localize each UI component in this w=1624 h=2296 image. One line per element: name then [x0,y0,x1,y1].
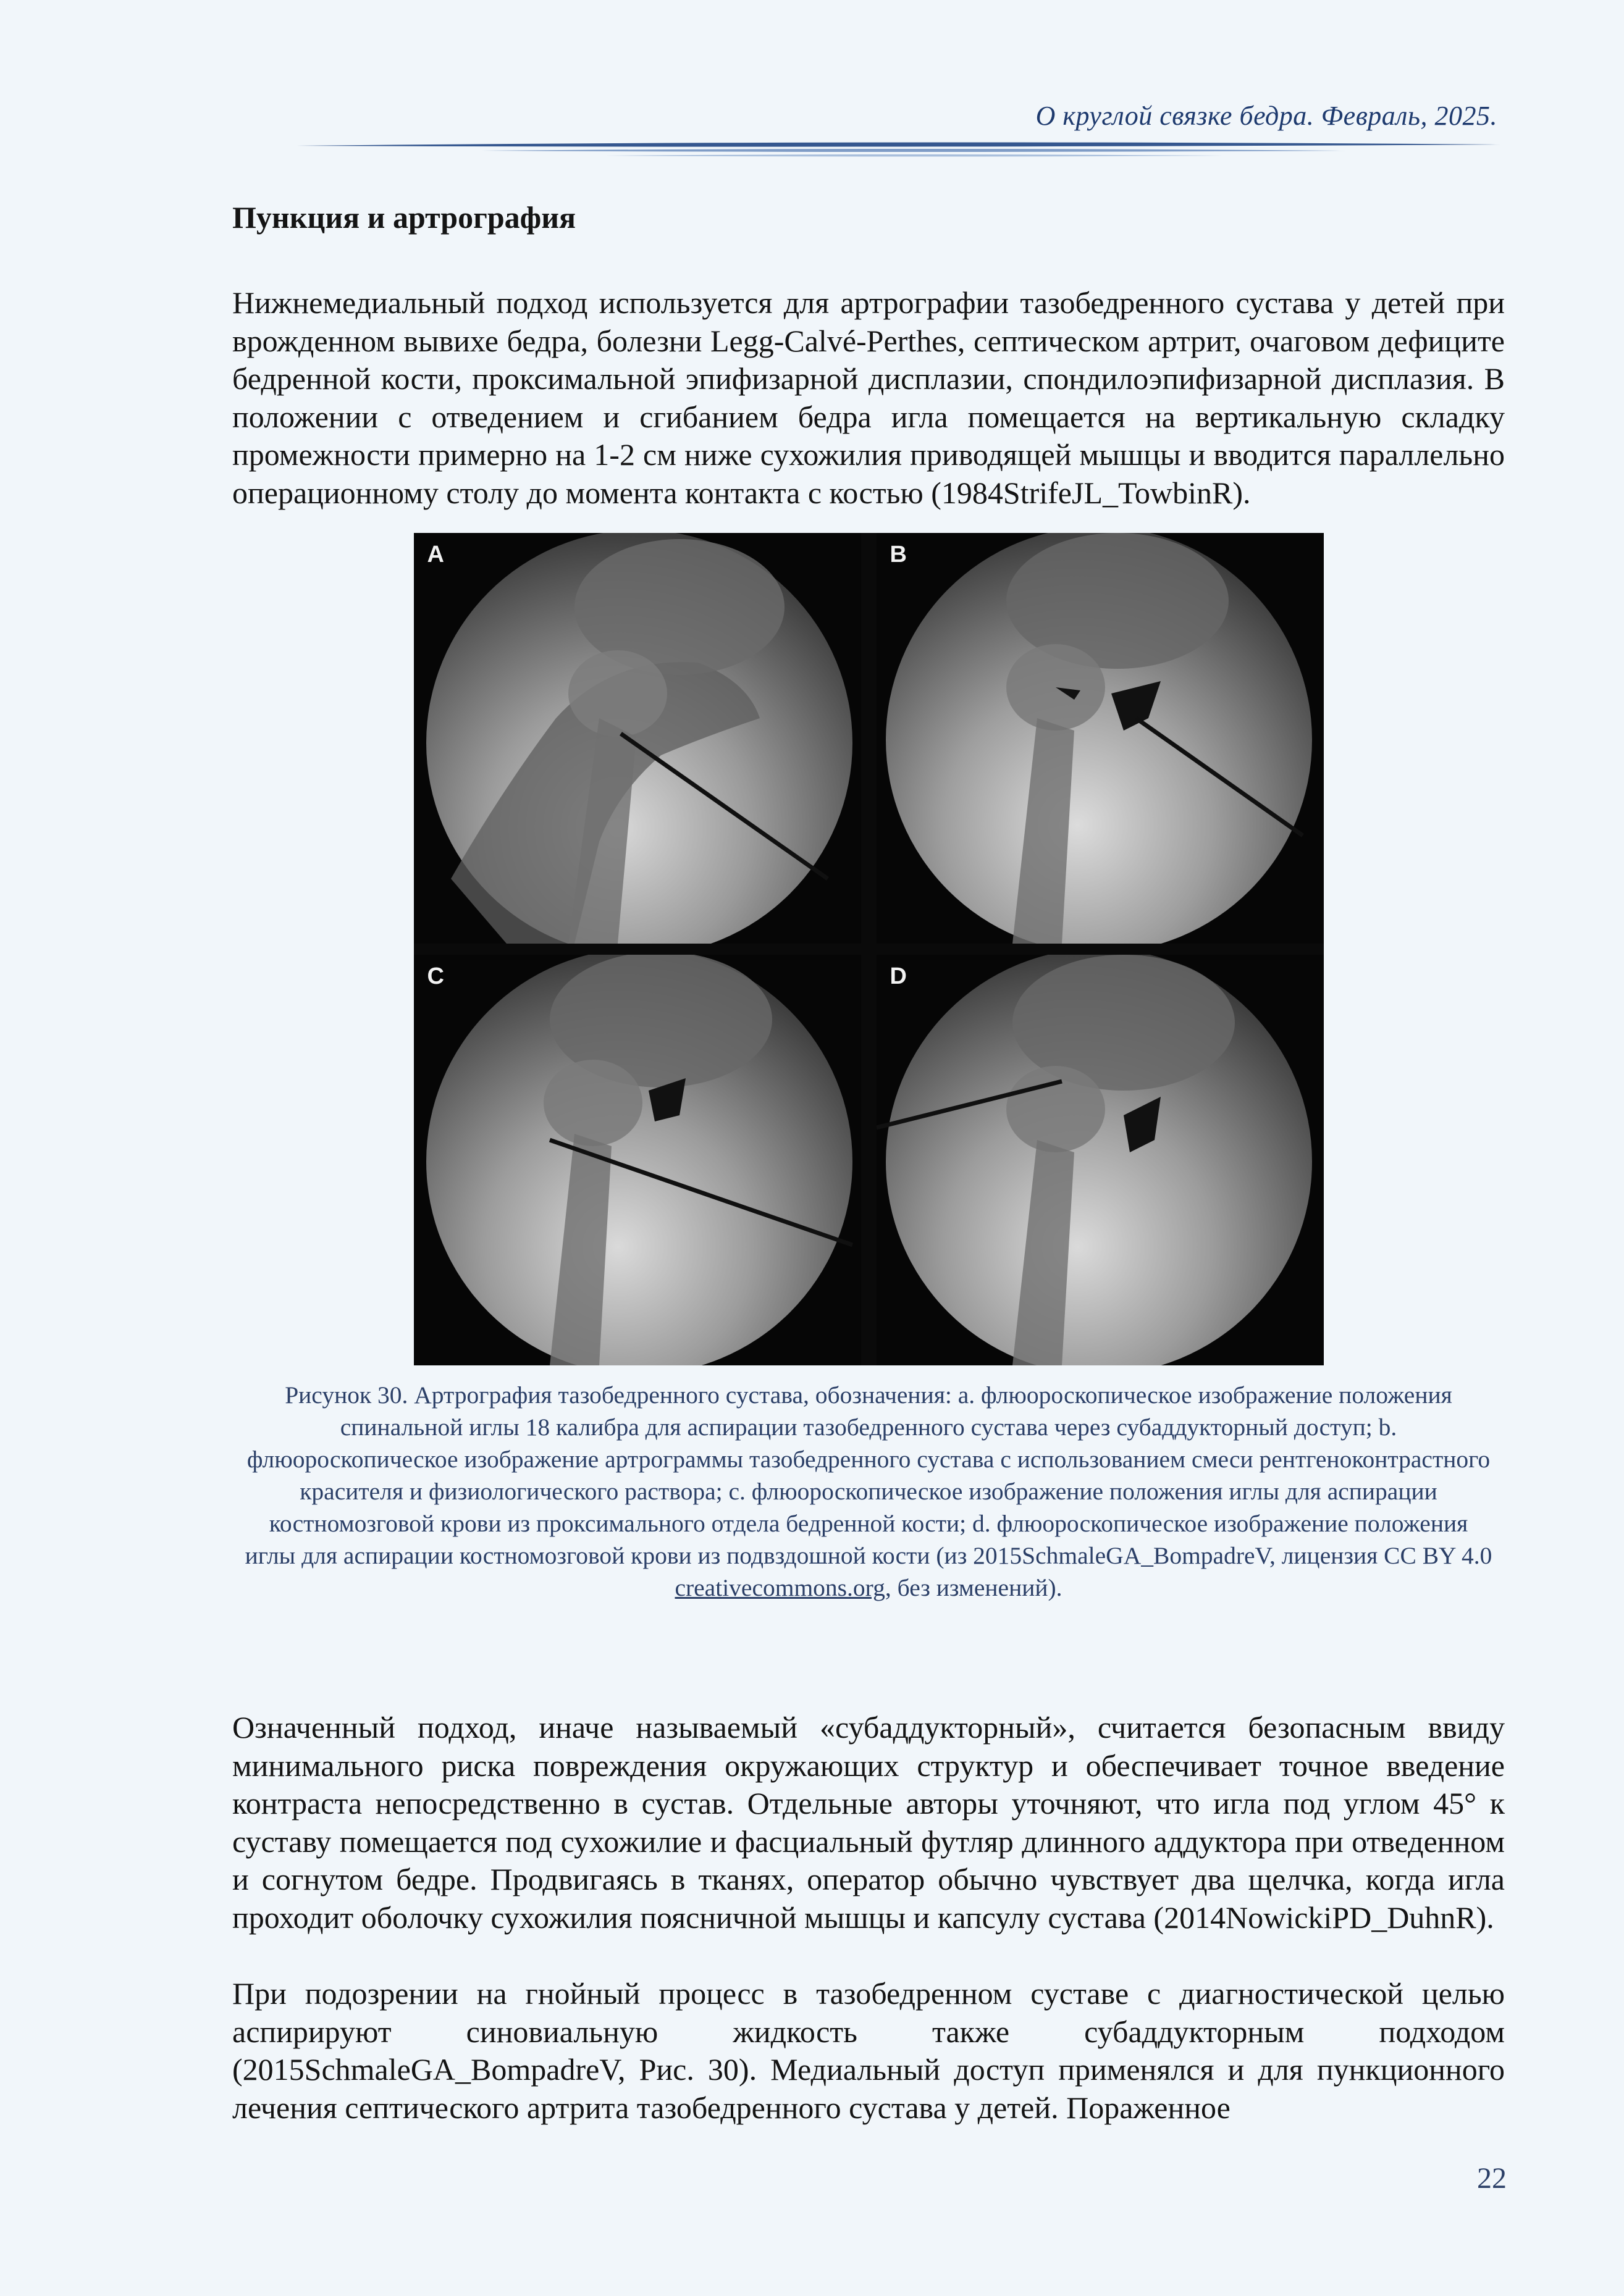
section-title: Пункция и артрография [232,200,576,235]
panel-label-a: A [427,542,444,568]
running-title: О круглой связке бедра. Февраль, 2025. [1035,101,1497,131]
page-content [232,185,1505,2127]
paragraph-3: При подозрении на гнойный процесс в тазобедренном суставе с диагностической целью аспирируют синовиальную жидкость также субаддукторным подходом (2015SchmaleGA_BompadreV, Рис. 30). Медиальный доступ применялся и для пункционного лечения септического артрита тазобедренного сустава у детей. Пораженное [232,1976,1505,2125]
panel-label-b: B [890,542,907,568]
fluoroscopy-image-b [877,533,1324,944]
fluoroscopy-image-c [414,955,861,1365]
fluoroscopy-panel-c [414,955,861,1365]
figure-30 [414,533,1324,1365]
page-number: 22 [1477,2162,1507,2195]
fluoroscopy-image-a [414,533,861,944]
page-header [0,0,1624,185]
caption-end: , без изменений). [885,1574,1062,1601]
panel-label-c: C [427,963,444,989]
fluoroscopy-image-d [877,955,1324,1365]
fluoroscopy-panel-b [877,533,1324,944]
fluoroscopy-panel-a [414,533,861,944]
fluoroscopy-panel-d [877,955,1324,1365]
caption-link[interactable]: creativecommons.org [675,1574,885,1601]
panel-label-d: D [890,963,907,989]
paragraph-2: Означенный подход, иначе называемый «субаддукторный», считается безопасным ввиду минимального риска повреждения окружающих структур и обеспечивает точное введение контраста непосредственно в сустав. Отдельные авторы уточняют, что игла под углом 45° к суставу помещается под сухожилие и фасциальный футляр длинного аддуктора при отведенном и согнутом бедре. Продвигаясь в тканях, оператор обычно чувствует два щелчка, когда игла проходит оболочку сухожилия поясничной мышцы и капсулу сустава (2014NowickiPD_DuhnR). [232,1710,1505,1935]
paragraph-1: Нижнемедиальный подход используется для артрографии тазобедренного сустава у детей при врожденном вывихе бедра, болезни Legg-Calvé-Perthes, септическом артрит, очаговом дефиците бедренной кости, проксимальной эпифизарной дисплазии, спондилоэпифизарной дисплазия. В положении с отведением и сгибанием бедра игла помещается на вертикальную складку промежности примерно на 1-2 см ниже сухожилия приводящей мышцы и вводится параллельно операционному столу до момента контакта с костью (1984StrifeJL_TowbinR). [232,285,1505,510]
caption-text: Рисунок 30. Артрография тазобедренного сустава, обозначения: a. флюороскопическое изображение положения спинальной иглы 18 калибра для аспирации тазобедренного сустава через субаддукторный доступ; b. флюороскопическое изображение артрограммы тазобедренного сустава с использованием смеси рентгеноконтрастного красителя и физиологического раствора; c. флюороскопическое изображение положения иглы для аспирации костномозговой крови из проксимального отдела бедренной кости; d. флюороскопическое изображение положения иглы для аспирации костномозговой крови из подвздошной кости (из 2015SchmaleGA_BompadreV, лицензия CC BY 4.0 [245,1381,1492,1569]
header-rule [297,137,1501,162]
figure-caption [243,1379,1494,1604]
